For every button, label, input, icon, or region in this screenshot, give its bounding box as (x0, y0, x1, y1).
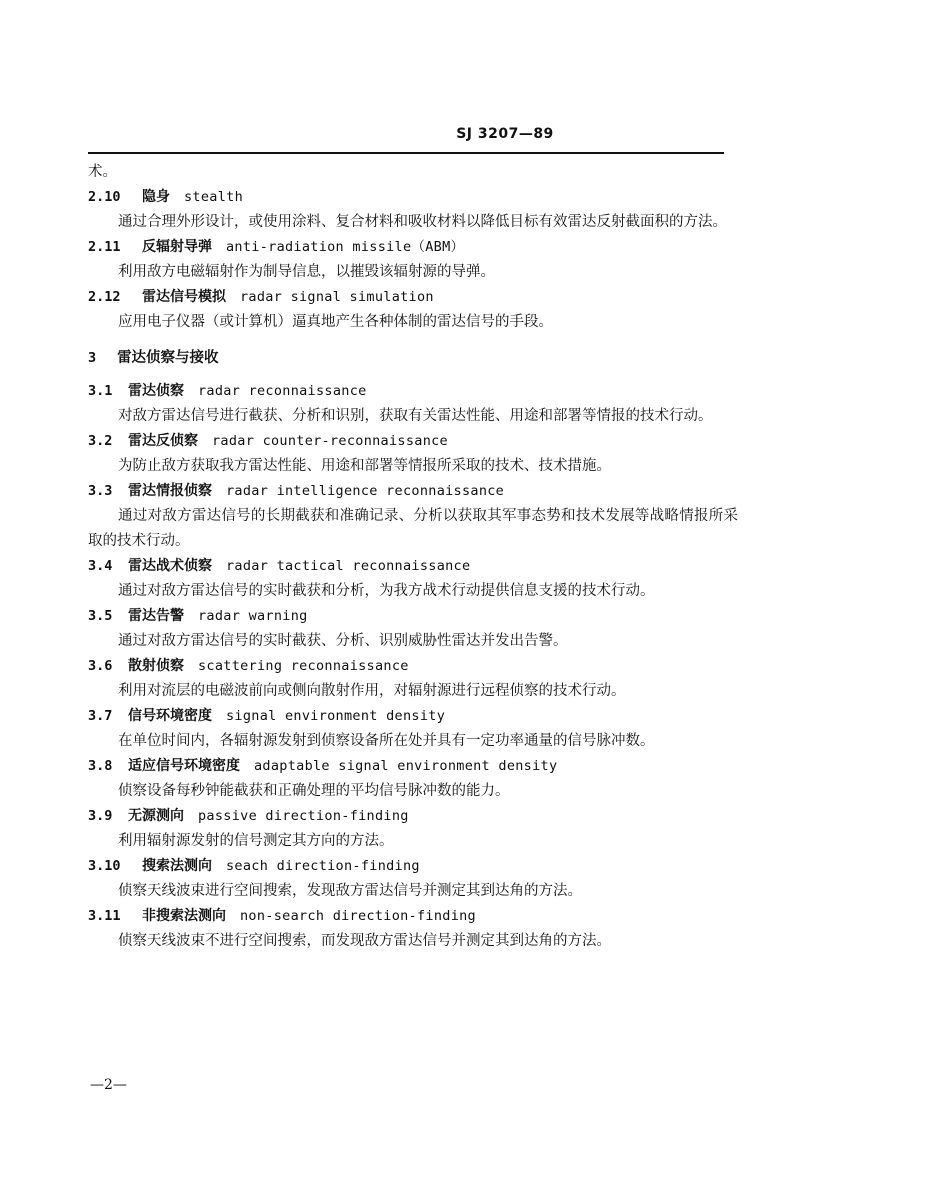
term-chinese: 无源测向 (128, 808, 184, 824)
term-definition: 通过对敌方雷达信号的实时截获和分析，为我方战术行动提供信息支援的技术行动。 (118, 583, 655, 599)
term-line (88, 429, 738, 454)
term-chinese: 散射侦察 (128, 658, 184, 674)
term-chinese: 信号环境密度 (128, 708, 212, 724)
term-definition: 通过对敌方雷达信号的长期截获和准确记录、分析以获取其军事态势和技术发展等战略情报所采取的技术行动。 (88, 508, 738, 549)
term-english: non-search direction-finding (240, 908, 476, 924)
term-number: 3.2 (88, 433, 113, 449)
term-entry (88, 704, 738, 754)
term-english: seach direction-finding (226, 858, 420, 874)
term-definition: 通过对敌方雷达信号的实时截获、分析、识别威胁性雷达并发出告警。 (118, 633, 568, 649)
term-chinese: 雷达战术侦察 (128, 558, 212, 574)
term-group-3 (88, 379, 738, 954)
section-title: 雷达侦察与接收 (117, 350, 219, 366)
term-entry (88, 604, 738, 654)
term-number: 3.7 (88, 708, 113, 724)
term-definition: 侦察天线波束不进行空间搜索，而发现敌方雷达信号并测定其到达角的方法。 (118, 933, 611, 949)
term-entry (88, 854, 738, 904)
document-body (88, 160, 738, 954)
term-entry (88, 479, 738, 554)
term-number: 3.10 (88, 858, 121, 874)
term-entry (88, 554, 738, 604)
term-chinese: 雷达侦察 (128, 383, 184, 399)
continuation-text: 术。 (88, 164, 117, 180)
term-definition: 利用对流层的电磁波前向或侧向散射作用，对辐射源进行远程侦察的技术行动。 (118, 683, 626, 699)
term-number: 3.9 (88, 808, 113, 824)
term-definition: 对敌方雷达信号进行截获、分析和识别，获取有关雷达性能、用途和部署等情报的技术行动。 (118, 408, 713, 424)
term-line (88, 654, 738, 679)
term-english: passive direction-finding (198, 808, 409, 824)
term-chinese: 隐身 (142, 189, 170, 205)
term-line (88, 235, 738, 260)
term-number: 3.6 (88, 658, 113, 674)
term-line (88, 854, 738, 879)
term-number: 3.4 (88, 558, 113, 574)
term-entry (88, 904, 738, 954)
term-line (88, 804, 738, 829)
term-line (88, 285, 738, 310)
term-chinese: 适应信号环境密度 (128, 758, 240, 774)
term-definition: 侦察设备每秒钟能截获和正确处理的平均信号脉冲数的能力。 (118, 783, 510, 799)
term-entry (88, 654, 738, 704)
term-chinese: 雷达情报侦察 (128, 483, 212, 499)
term-entry (88, 754, 738, 804)
term-line (88, 554, 738, 579)
term-chinese: 反辐射导弹 (142, 239, 212, 255)
term-number: 2.11 (88, 239, 121, 255)
term-english: stealth (184, 189, 243, 205)
term-number: 2.12 (88, 289, 121, 305)
term-number: 3.11 (88, 908, 121, 924)
term-definition: 在单位时间内，各辐射源发射到侦察设备所在处并具有一定功率通量的信号脉冲数。 (118, 733, 655, 749)
term-definition: 通过合理外形设计，或使用涂料、复合材料和吸收材料以降低目标有效雷达反射截面积的方法。 (118, 214, 727, 230)
term-english: radar tactical reconnaissance (226, 558, 471, 574)
term-line (88, 904, 738, 929)
term-line (88, 185, 738, 210)
term-number: 3.5 (88, 608, 113, 624)
document-code-header: SJ 3207—89 (456, 126, 554, 142)
term-chinese: 雷达反侦察 (128, 433, 198, 449)
term-group-2 (88, 185, 738, 335)
term-definition: 利用辐射源发射的信号测定其方向的方法。 (118, 833, 394, 849)
term-line (88, 379, 738, 404)
term-entry (88, 804, 738, 854)
term-english: radar warning (198, 608, 308, 624)
term-english: signal environment density (226, 708, 446, 724)
header-rule (88, 152, 724, 154)
term-entry (88, 285, 738, 335)
term-line (88, 479, 738, 504)
section-number: 3 (88, 350, 97, 366)
term-definition: 为防止敌方获取我方雷达性能、用途和部署等情报所采取的技术、技术措施。 (118, 458, 611, 474)
term-english: adaptable signal environment density (254, 758, 558, 774)
term-number: 3.3 (88, 483, 113, 499)
section-heading (88, 337, 738, 379)
term-chinese: 雷达信号模拟 (142, 289, 226, 305)
term-chinese: 雷达告警 (128, 608, 184, 624)
term-entry (88, 235, 738, 285)
term-english: radar intelligence reconnaissance (226, 483, 505, 499)
term-chinese: 搜索法测向 (142, 858, 212, 874)
term-english: radar counter-reconnaissance (212, 433, 448, 449)
term-english: anti-radiation missile（ABM） (226, 239, 465, 255)
term-english: radar signal simulation (240, 289, 434, 305)
term-definition: 利用敌方电磁辐射作为制导信息，以摧毁该辐射源的导弹。 (118, 264, 495, 280)
term-english: radar reconnaissance (198, 383, 367, 399)
term-entry (88, 379, 738, 429)
term-number: 2.10 (88, 189, 121, 205)
term-number: 3.8 (88, 758, 113, 774)
page-number: —2— (90, 1077, 127, 1093)
term-chinese: 非搜索法测向 (142, 908, 226, 924)
term-number: 3.1 (88, 383, 113, 399)
term-line (88, 704, 738, 729)
term-definition: 应用电子仪器（或计算机）逼真地产生各种体制的雷达信号的手段。 (118, 314, 553, 330)
term-entry (88, 185, 738, 235)
term-entry (88, 429, 738, 479)
term-line (88, 604, 738, 629)
term-english: scattering reconnaissance (198, 658, 409, 674)
term-line (88, 754, 738, 779)
term-definition: 侦察天线波束进行空间搜索，发现敌方雷达信号并测定其到达角的方法。 (118, 883, 582, 899)
